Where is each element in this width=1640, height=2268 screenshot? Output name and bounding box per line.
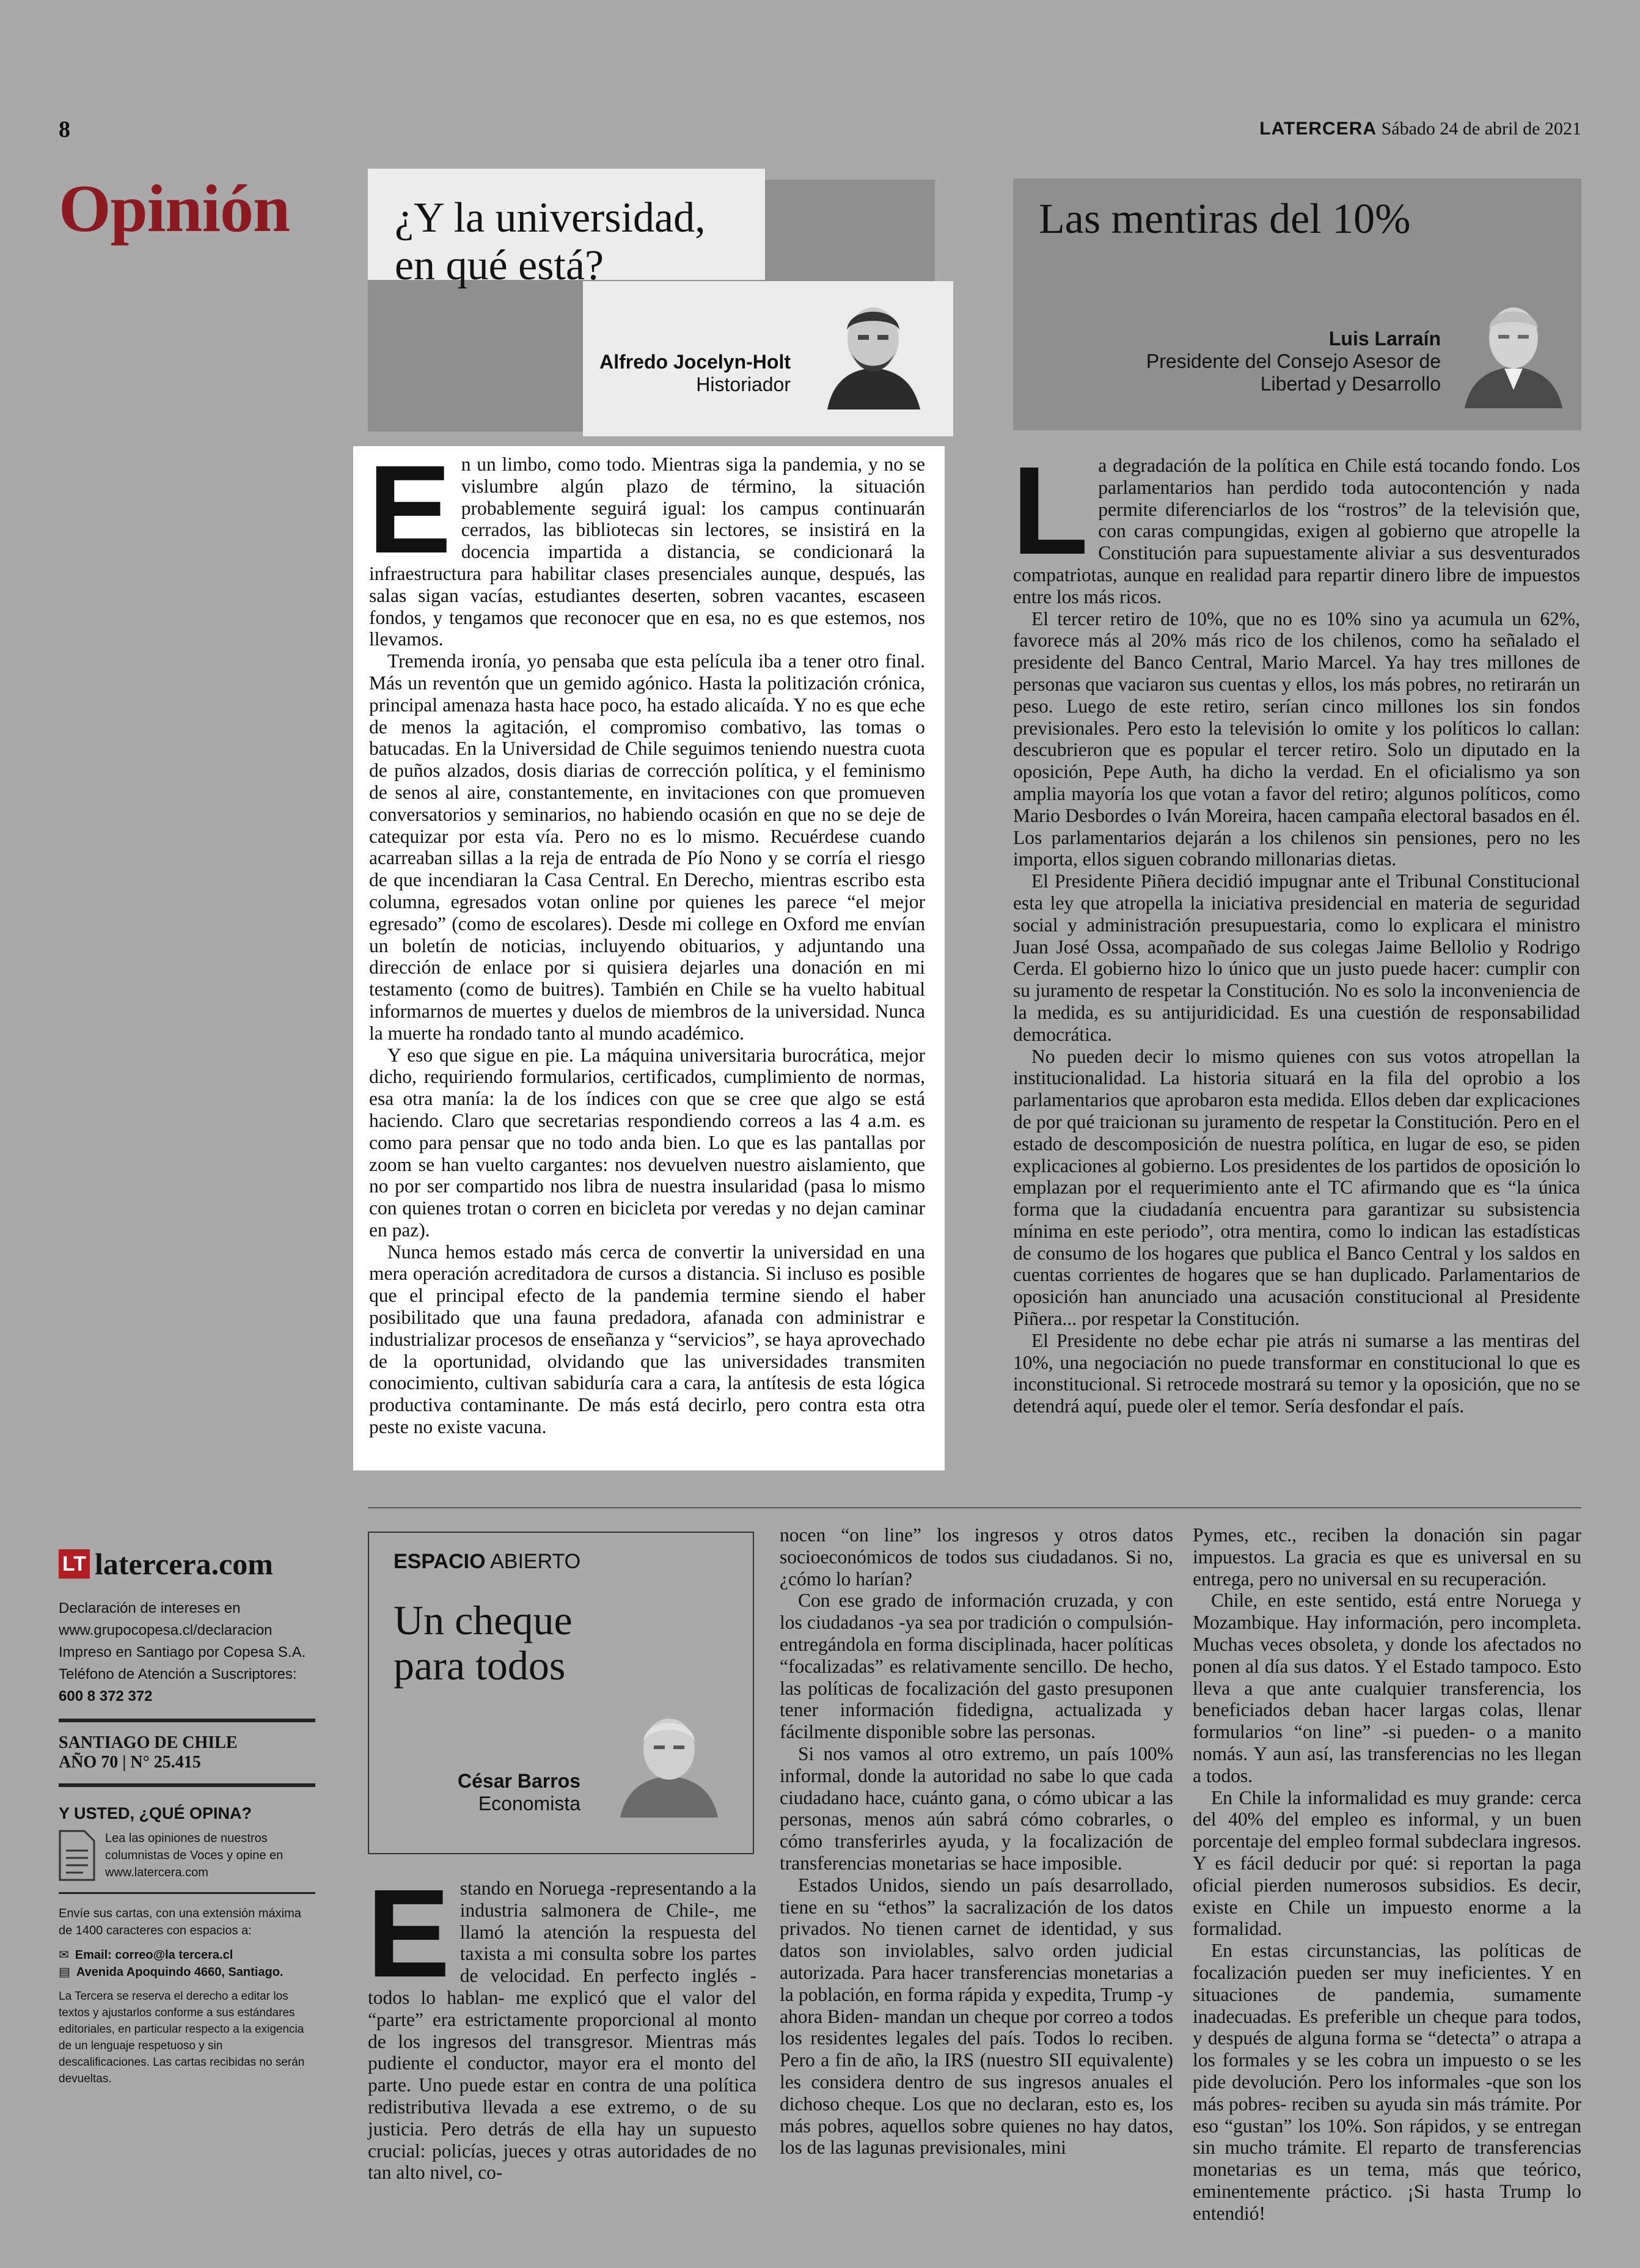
column1-headline-line2: en qué está? [395, 242, 604, 289]
column2-kicker [394, 1550, 580, 1574]
city: SANTIAGO DE CHILE [59, 1733, 238, 1752]
brand-name: LATERCERA [1259, 119, 1377, 139]
opina-block [59, 1830, 315, 1881]
page-number: 8 [59, 117, 70, 142]
paragraph-text: n un limbo, como todo. Mientras siga la pandemia, y no se vislumbre algún plazo de término, la situación probablemente seguirá igual: los campus continuarán cerrados, las bibliotecas sin lectores, se insistirá en la docencia impartida a distancia, se condicionará la infraestructura para habilitar clases presenciales aunque, después, las salas sigan vacías, estudiantes deserten, sobren vacantes, escaseen fondos, y tengamos que reconocer que en esa, no es que estemos, nos llevamos. [369, 453, 925, 650]
site-logo[interactable] [59, 1546, 315, 1582]
dropcap: L [1012, 441, 1089, 581]
column3-paragraph: El Presidente no debe echar pie atrás ni sumarse a las mentiras del 10%, una negociación no puede transformar en constitucional lo que es inconstitucional. Si retrocede mostrará su temor y la oposición, que no se detendrá aquí, puede oler el temor. Sería desfondar el país. [1013, 1329, 1580, 1417]
column3-author-name: Luis Larraín [1328, 328, 1441, 350]
divider [59, 1719, 315, 1722]
column3-author-role-line1: Presidente del Consejo Asesor de [1146, 350, 1441, 372]
sidebar [59, 1546, 315, 2087]
mail-icon: ✉ [59, 1948, 69, 1962]
column3-headline: Las mentiras del 10% [1039, 196, 1411, 243]
column2-headline-line2: para todos [394, 1642, 566, 1689]
info-line: www.grupocopesa.cl/declaracion [59, 1622, 273, 1639]
publisher-info [59, 1598, 315, 1708]
info-line: Declaración de intereses en [59, 1600, 241, 1617]
column2-author-role: Economista [478, 1793, 580, 1815]
opina-heading: Y USTED, ¿QUÉ OPINA? [59, 1804, 252, 1822]
column3-author-portrait [1455, 292, 1572, 408]
column3-paragraph: El tercer retiro de 10%, que no es 10% sino ya acumula un 62%, favorece más al 20% más rico de los chilenos, como ha señalado el presidente del Banco Central, Mario Marcel. Ya hay tres millones de personas que vaciaron sus cuentas y ellos, los más pobres, no retirarán un peso. Luego de este retiro, serían cinco millones los sin fondos previsionales. Pero esto la televisión lo omite y los políticos lo callan: descubrieron que es popular el tercer retiro. Solo un diputado en la oposición, Pepe Auth, ha dicho la verdad. En el oficialismo ya son amplia mayoría los que votan a favor del retiro; algunos políticos, como Mario Desbordes o Iván Moreira, hacen campaña electoral basados en él. Los parlamentarios dejarán a los chilenos sin pensiones, pero no les importa, ellos siguen cobrando millonarias dietas. [1013, 607, 1580, 870]
column1-paragraph: Nunca hemos estado más cerca de convertir la universidad en una mera operación acreditadora de cursos a distancia. Si incluso es posible que el principal efecto de la pandemia termine siendo el haber posibilitado que una fauna predadora, afanada con administrar e industrializar procesos de enseñanza y “servicios”, se haya aprovechado de la oportunidad, olvidando que las universidades transmiten conocimiento, cultivan sabiduría cara a cara, la antítesis de esta lógica productiva contaminante. De más está decirlo, pero contra esta otra peste no existe vacuna. [369, 1241, 925, 1438]
email-line[interactable] [59, 1947, 315, 1964]
column2-headline [394, 1598, 573, 1688]
paragraph-text: stando en Noruega -representando a la industria salmonera de Chile-, me llamó la atención la respuesta del taxista a mi consulta sobre los partes de velocidad. En perfecto inglés -todos lo hablan- me explicó que el valor del “parte” era estrictamente proporcional al monto de los ingresos del transgresor. Mientras más pudiente el conductor, mayor era el monto del parte. Uno puede estar en contra de una política redistributiva llevada a ese extremo, o de su justicia. Pero detrás de ella hay un supuesto crucial: policías, jueces y otras autoridades de no tan alto nivel, co- [368, 1877, 756, 2184]
info-line: Teléfono de Atención a Suscriptores: [59, 1666, 297, 1683]
column2-author-name: César Barros [458, 1770, 580, 1792]
column2-paragraph: Pymes, etc., reciben la donación sin pagar impuestos. La gracia es que es universal en su entrega, pero no universal en su recuperación. [1193, 1524, 1581, 1590]
column1-author-portrait [815, 293, 931, 409]
kicker-bold: ESPACIO [394, 1550, 486, 1573]
column2-headline-line1: Un cheque [394, 1597, 573, 1643]
column1-byline [599, 351, 791, 396]
letters-info: Envíe sus cartas, con una extensión máxima de 1400 caracteres con espacios a: [59, 1907, 301, 1937]
divider [59, 1892, 315, 1894]
email: Email: correo@la tercera.cl [75, 1948, 233, 1962]
paragraph-text: a degradación de la política en Chile está tocando fondo. Los parlamentarios han perdido toda autocontención y nada permite diferenciarlos de los “rostros” de la televisión que, con caras compungidas, exigen al gobierno que atropelle la Constitución para supuestamente aliviar a sus desventurados compatriotas, aunque en realidad para repartir dinero libre de impuestos entre los más ricos. [1013, 455, 1580, 607]
dropcap: E [367, 1863, 450, 2003]
column1-headline-line1: ¿Y la universidad, [395, 194, 706, 241]
edition-number: AÑO 70 | N° 25.415 [59, 1753, 201, 1772]
disclaimer: La Tercera se reserva el derecho a editar los textos y ajustarlos conforme a sus estándares editoriales, en particular respecto a la exigencia de un lenguaje respetuoso y sin descalificaciones. Las cartas recibidas no serán devueltas. [59, 1990, 305, 2085]
column2-byline [458, 1770, 580, 1815]
issue-date: Sábado 24 de abril de 2021 [1381, 119, 1581, 139]
column1-article-body [368, 439, 925, 1438]
column3-paragraph: No pueden decir lo mismo quienes con sus votos atropellan la institucionalidad. La historia situará en la fila del oprobio a los parlamentarios que aprobaron esta medida. Ellos deben dar explicaciones de por qué traicionan su juramento de respetar la Constitución. Pero en el estado de descomposición de nuestra política, en lugar de eso, se piden explicaciones al gobierno. Los presidentes de los partidos de oposición lo emplazan por el requerimiento ante el TC afirmando que es “la única forma que la ciudadanía encuentra para garantizar su subsistencia mínima en este periodo”, otra mentira, como lo indican las estadísticas de consumo de los hogares que publica el Banco Central y los saldos en cuentas corrientes de hogares que se han duplicado. Parlamentarios de oposición han anunciado una acusación constitucional al Presidente Piñera... por respetar la Constitución. [1013, 1045, 1580, 1330]
subscriber-phone: 600 8 372 372 [59, 1688, 153, 1705]
column2-paragraph: nocen “on line” los ingresos y otros datos socioeconómicos de todos sus ciudadanos. Si no, ¿cómo lo harían? [780, 1524, 1173, 1590]
mailbox-icon: ▤ [59, 1965, 70, 1979]
document-icon [59, 1830, 95, 1881]
column2-article-body-part2 [780, 1524, 1173, 2159]
column1-paragraph: Tremenda ironía, yo pensaba que esta película iba a tener otro final. Más un reventón que un gemido agónico. Hasta la politización crónica, principal amenaza hasta hace poco, ha estado alicaída. Y no es que eche de menos la agitación, el compromiso combativo, las tomas o batucadas. En la Universidad de Chile seguimos teniendo nuestra cuota de puños alzados, dosis diarias de corrección política, y el feminismo de senos al aire, constantemente, en invitaciones con que promueven conversatorios y seminarios, no habiendo ocasión en que no se deje de catequizar por esta vía. Pero no es lo mismo. Recuérdese cuando acarreaban sillas a la reja de entrada de Pío Nono y se corría el riesgo de que incendiaran la Casa Central. En Derecho, mientras escribo esta columna, egresados votan online por quienes les parece “el mejor egresado” (como de escolares). Desde mi college en Oxford me envían un boletín de noticias, incluyendo obituarios, y adjuntando una dirección de enlace por si quisiera dejarles una donación en mi testamento (como de buitres). También en Chile se ha vuelto habitual informarnos de muertes y duelos de miembros de la universidad. Nunca la muerte ha rondado tanto al mundo académico. [369, 650, 925, 1044]
edition-info [59, 1733, 315, 1772]
column3-paragraph: El Presidente Piñera decidió impugnar ante el Tribunal Constitucional esta ley que atropella la iniciativa presidencial en materia de seguridad social y administración presupuestaria, como lo explicara el ministro Juan José Ossa, acompañado de sus colegas Jaime Bellolio y Rodrigo Cerda. El gobierno hizo lo único que un justo puede hacer: cumplir con su juramento de respetar la Constitución. No es solo la inconveniencia de la medida, es su antijuridicidad. Es una cuestión de responsabilidad democrática. [1013, 870, 1580, 1045]
column3-author-role-line2: Libertad y Desarrollo [1260, 373, 1441, 395]
info-line: Impreso en Santiago por Copesa S.A. [59, 1644, 306, 1661]
column3-byline [1146, 328, 1441, 395]
section-title: Opinión [59, 171, 290, 246]
column1-author-role: Historiador [696, 373, 791, 395]
column1-headline [395, 194, 761, 290]
column1-author-name: Alfredo Jocelyn-Holt [599, 351, 791, 373]
column2-article-body-part1 [367, 1863, 756, 2184]
address-line [59, 1964, 315, 1981]
column2-paragraph: En estas circunstancias, las políticas de focalización pueden ser muy ineficientes. Y en situaciones de pandemia, sumamente inadecuadas. Es preferible un cheque para todos, y después de alguna forma se “detecta” o atrapa a los formales y se les cobra un impuesto o se les pide devolución. Pero los informales -que son los más pobres- reciben su ayuda sin más trámite. Por eso “gustan” los 10%. Son rápidos, y se entregan sin mucho trámite. El reparto de transferencias monetarias es un tema, más que teórico, eminentemente práctico. ¡Si hasta Trump lo entendió! [1193, 1940, 1581, 2224]
column3-paragraph [1012, 441, 1580, 608]
column2-paragraph: Estados Unidos, siendo un país desarrollado, tiene en su “ethos” la sacralización de los datos privados. No tienen carnet de identidad, y sus datos son inviolables, salvo orden judicial autorizada. Para hacer transferencias monetarias a la población, en forma rápida y expedita, Trump -y ahora Biden- mandan un cheque por correo a todos los residentes legales del país. Todos lo reciben. Pero a fin de año, la IRS (nuestro SII equivalente) les considera dentro de sus ingresos anuales el dichoso cheque. Los que no declaran, esto es, los más pobres, aquellos sobre quienes no hay datos, los de las lagunas previsionales, mini [780, 1874, 1173, 2159]
column2-paragraph: Con ese grado de información cruzada, y con los ciudadanos -ya sea por tradición o compulsión- entregándola en forma disciplinada, hacer políticas “focalizadas” es relativamente sencillo. De hecho, las políticas de focalización del gasto presuponen tener información fidedigna, actualizada y fácilmente disponible sobre las personas. [780, 1590, 1173, 1743]
dropcap: E [368, 439, 452, 579]
column1-paragraph [368, 439, 925, 650]
logo-text: latercera.com [95, 1547, 273, 1581]
column2-paragraph: Si nos vamos al otro extremo, un país 100% informal, donde la autoridad no sabe lo que cada ciudadano hace, cuánto gana, o cómo ubicar a las personas, menos aún sabrá cómo cobrarles, o cómo transferirles ayuda, y la focalización de transferencias monetarias se hace imposible. [780, 1742, 1173, 1874]
kicker-rest: ABIERTO [490, 1550, 581, 1573]
column2-paragraph [367, 1863, 756, 2184]
masthead [1259, 119, 1581, 139]
column2-author-portrait [611, 1701, 727, 1818]
logo-badge: LT [59, 1549, 90, 1579]
divider [59, 1783, 315, 1787]
column2-paragraph: Chile, en este sentido, está entre Noruega y Mozambique. Hay información, pero incompleta. Muchas veces obsoleta, y donde los afectados no ponen al día sus datos. Y el Estado tampoco. Esto lleva a que ante cualquier transferencia, los beneficiados deban hacer largas colas, llenar formularios “on line” -si pueden- o a manito nomás. Y aun así, las transferencias no les llegan a todos. [1193, 1590, 1581, 1786]
column2-article-body-part3 [1193, 1524, 1581, 2225]
section-divider [368, 1507, 1581, 1508]
column1-paragraph: Y eso que sigue en pie. La máquina universitaria burocrática, mejor dicho, requiriendo formularios, certificados, cumplimiento de normas, esa otra manía: la de los índices con que se cree que algo se está haciendo. Claro que secretarias respondiendo correos a las 4 a.m. es como para pensar que no todo anda bien. Lo que es las pantallas por zoom se han vuelto cargantes: nos devuelven nuestro aislamiento, que no por ser compartido nos libra de nuestra insularidad (pasa lo mismo con quienes trotan o corren en bicicleta por veredas y no dejan caminar en paz). [369, 1044, 925, 1241]
column2-paragraph: En Chile la informalidad es muy grande: cerca del 40% del empleo es informal, y un buen porcentaje del empleo formal subdeclara ingresos. Y es fácil deducir por qué: si reportan la paga oficial pierden numerosos subsidios. Es decir, existe en Chile un impuesto enorme a la formalidad. [1193, 1786, 1581, 1940]
opina-text: Lea las opiniones de nuestros columnistas de Voces y opine en www.latercera.com [105, 1832, 284, 1879]
address: Avenida Apoquindo 4660, Santiago. [76, 1965, 284, 1979]
column3-article-body [1012, 441, 1580, 1417]
